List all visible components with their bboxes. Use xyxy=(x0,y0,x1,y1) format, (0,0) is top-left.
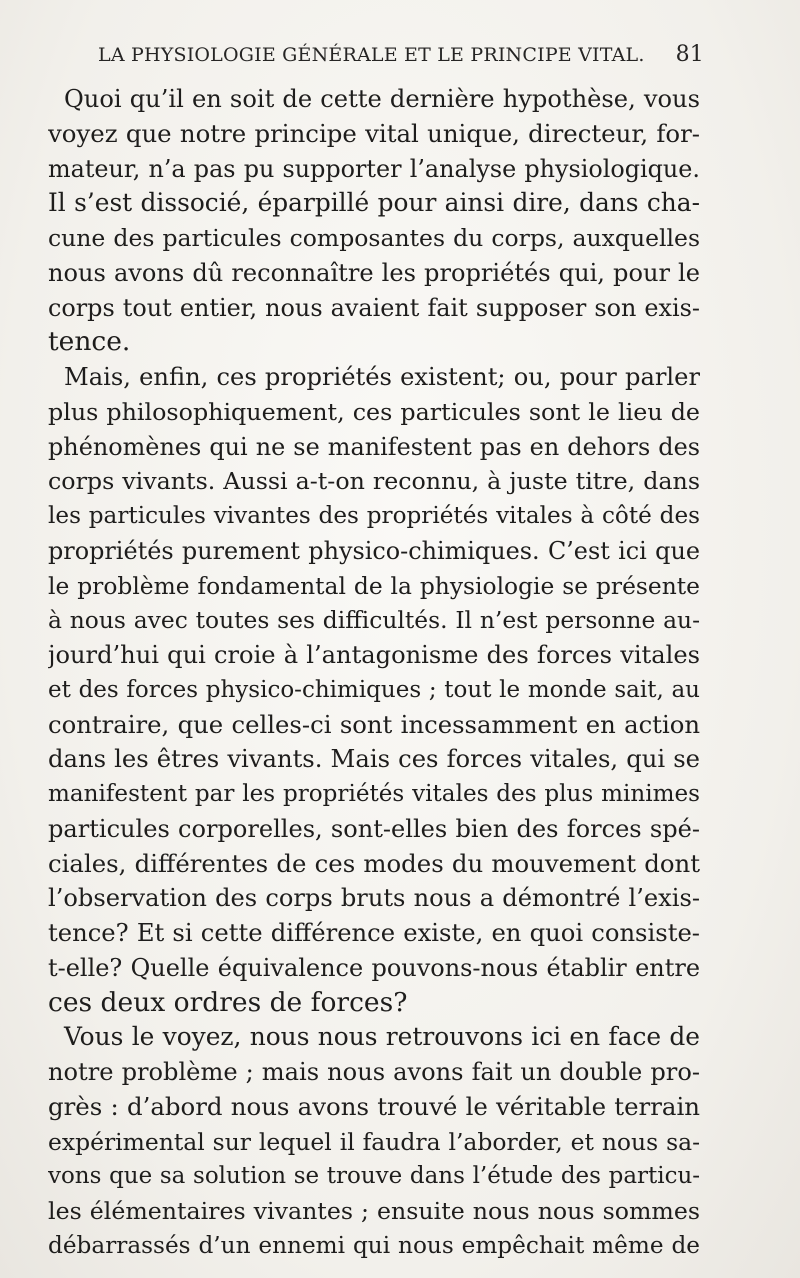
text-line: Il s’est dissocié, éparpillé pour ainsi dire, dans cha- xyxy=(48,188,700,218)
text-line: plus philosophiquement, ces particules sont le lieu de xyxy=(48,397,700,426)
running-header xyxy=(98,42,704,72)
text-line: et des forces physico-chimiques ; tout le monde sait, au xyxy=(48,676,700,703)
text-line: les élémentaires vivantes ; ensuite nous nous sommes xyxy=(48,1197,700,1225)
text-line: particules corporelles, sont-elles bien des forces spé- xyxy=(48,814,700,843)
text-line: jourd’hui qui croie à l’antagonisme des forces vitales xyxy=(48,641,700,669)
running-title: LA PHYSIOLOGIE GÉNÉRALE ET LE PRINCIPE VITAL. xyxy=(98,44,645,66)
text-line: tence? Et si cette différence existe, en quoi consiste- xyxy=(48,918,700,947)
text-line: ciales, différentes de ces modes du mouvement dont xyxy=(48,848,700,878)
text-line: contraire, que celles-ci sont incessamment en action xyxy=(48,709,700,739)
text-line: expérimental sur lequel il faudra l’aborder, et nous sa- xyxy=(48,1127,700,1156)
text-line: t-elle? Quelle équivalence pouvons-nous établir entre xyxy=(48,953,700,982)
text-line: grès : d’abord nous avons trouvé le véritable terrain xyxy=(48,1091,700,1121)
text-line: phénomènes qui ne se manifestent pas en dehors des xyxy=(48,432,700,461)
text-line: le problème fondamental de la physiologie se présente xyxy=(48,571,700,600)
paragraph-3 xyxy=(48,1020,700,1263)
text-line: Vous le voyez, nous nous retrouvons ici en face de xyxy=(64,1022,700,1052)
text-line: les particules vivantes des propriétés vitales à côté des xyxy=(48,503,700,529)
page-number: 81 xyxy=(675,42,704,67)
text-line: propriétés purement physico-chimiques. C’est ici que xyxy=(48,536,700,565)
text-line: vons que sa solution se trouve dans l’étude des particu- xyxy=(48,1163,700,1190)
text-line: corps tout entier, nous avaient fait supposer son exis- xyxy=(48,293,700,322)
text-line: mateur, n’a pas pu supporter l’analyse physiologique. xyxy=(48,154,700,183)
text-line: ces deux ordres de forces? xyxy=(48,986,408,1018)
paragraph-1 xyxy=(48,82,700,360)
text-line: l’observation des corps bruts nous a démontré l’exis- xyxy=(48,884,700,913)
text-line: manifestent par les propriétés vitales des plus minimes xyxy=(48,781,700,807)
text-line: voyez que notre principe vital unique, directeur, for- xyxy=(48,118,700,148)
body-text xyxy=(48,82,700,1264)
text-line: Mais, enfin, ces propriétés existent; ou, pour parler xyxy=(64,363,700,391)
text-line: dans les êtres vivants. Mais ces forces vitales, qui se xyxy=(48,744,700,774)
text-line: Quoi qu’il en soit de cette dernière hypothèse, vous xyxy=(64,85,700,113)
text-line: notre problème ; mais nous avons fait un double pro- xyxy=(48,1058,700,1086)
paragraph-2 xyxy=(48,360,700,1020)
text-line: à nous avec toutes ses difficultés. Il n’est personne au- xyxy=(48,606,700,635)
text-line: nous avons dû reconnaître les propriétés qui, pour le xyxy=(48,258,700,287)
text-line: tence. xyxy=(48,326,131,358)
text-line: corps vivants. Aussi a-t-on reconnu, à juste titre, dans xyxy=(48,467,700,496)
text-line: cune des particules composantes du corps, auxquelles xyxy=(48,224,700,252)
text-line: débarrassés d’un ennemi qui nous empêchait même de xyxy=(48,1231,700,1259)
